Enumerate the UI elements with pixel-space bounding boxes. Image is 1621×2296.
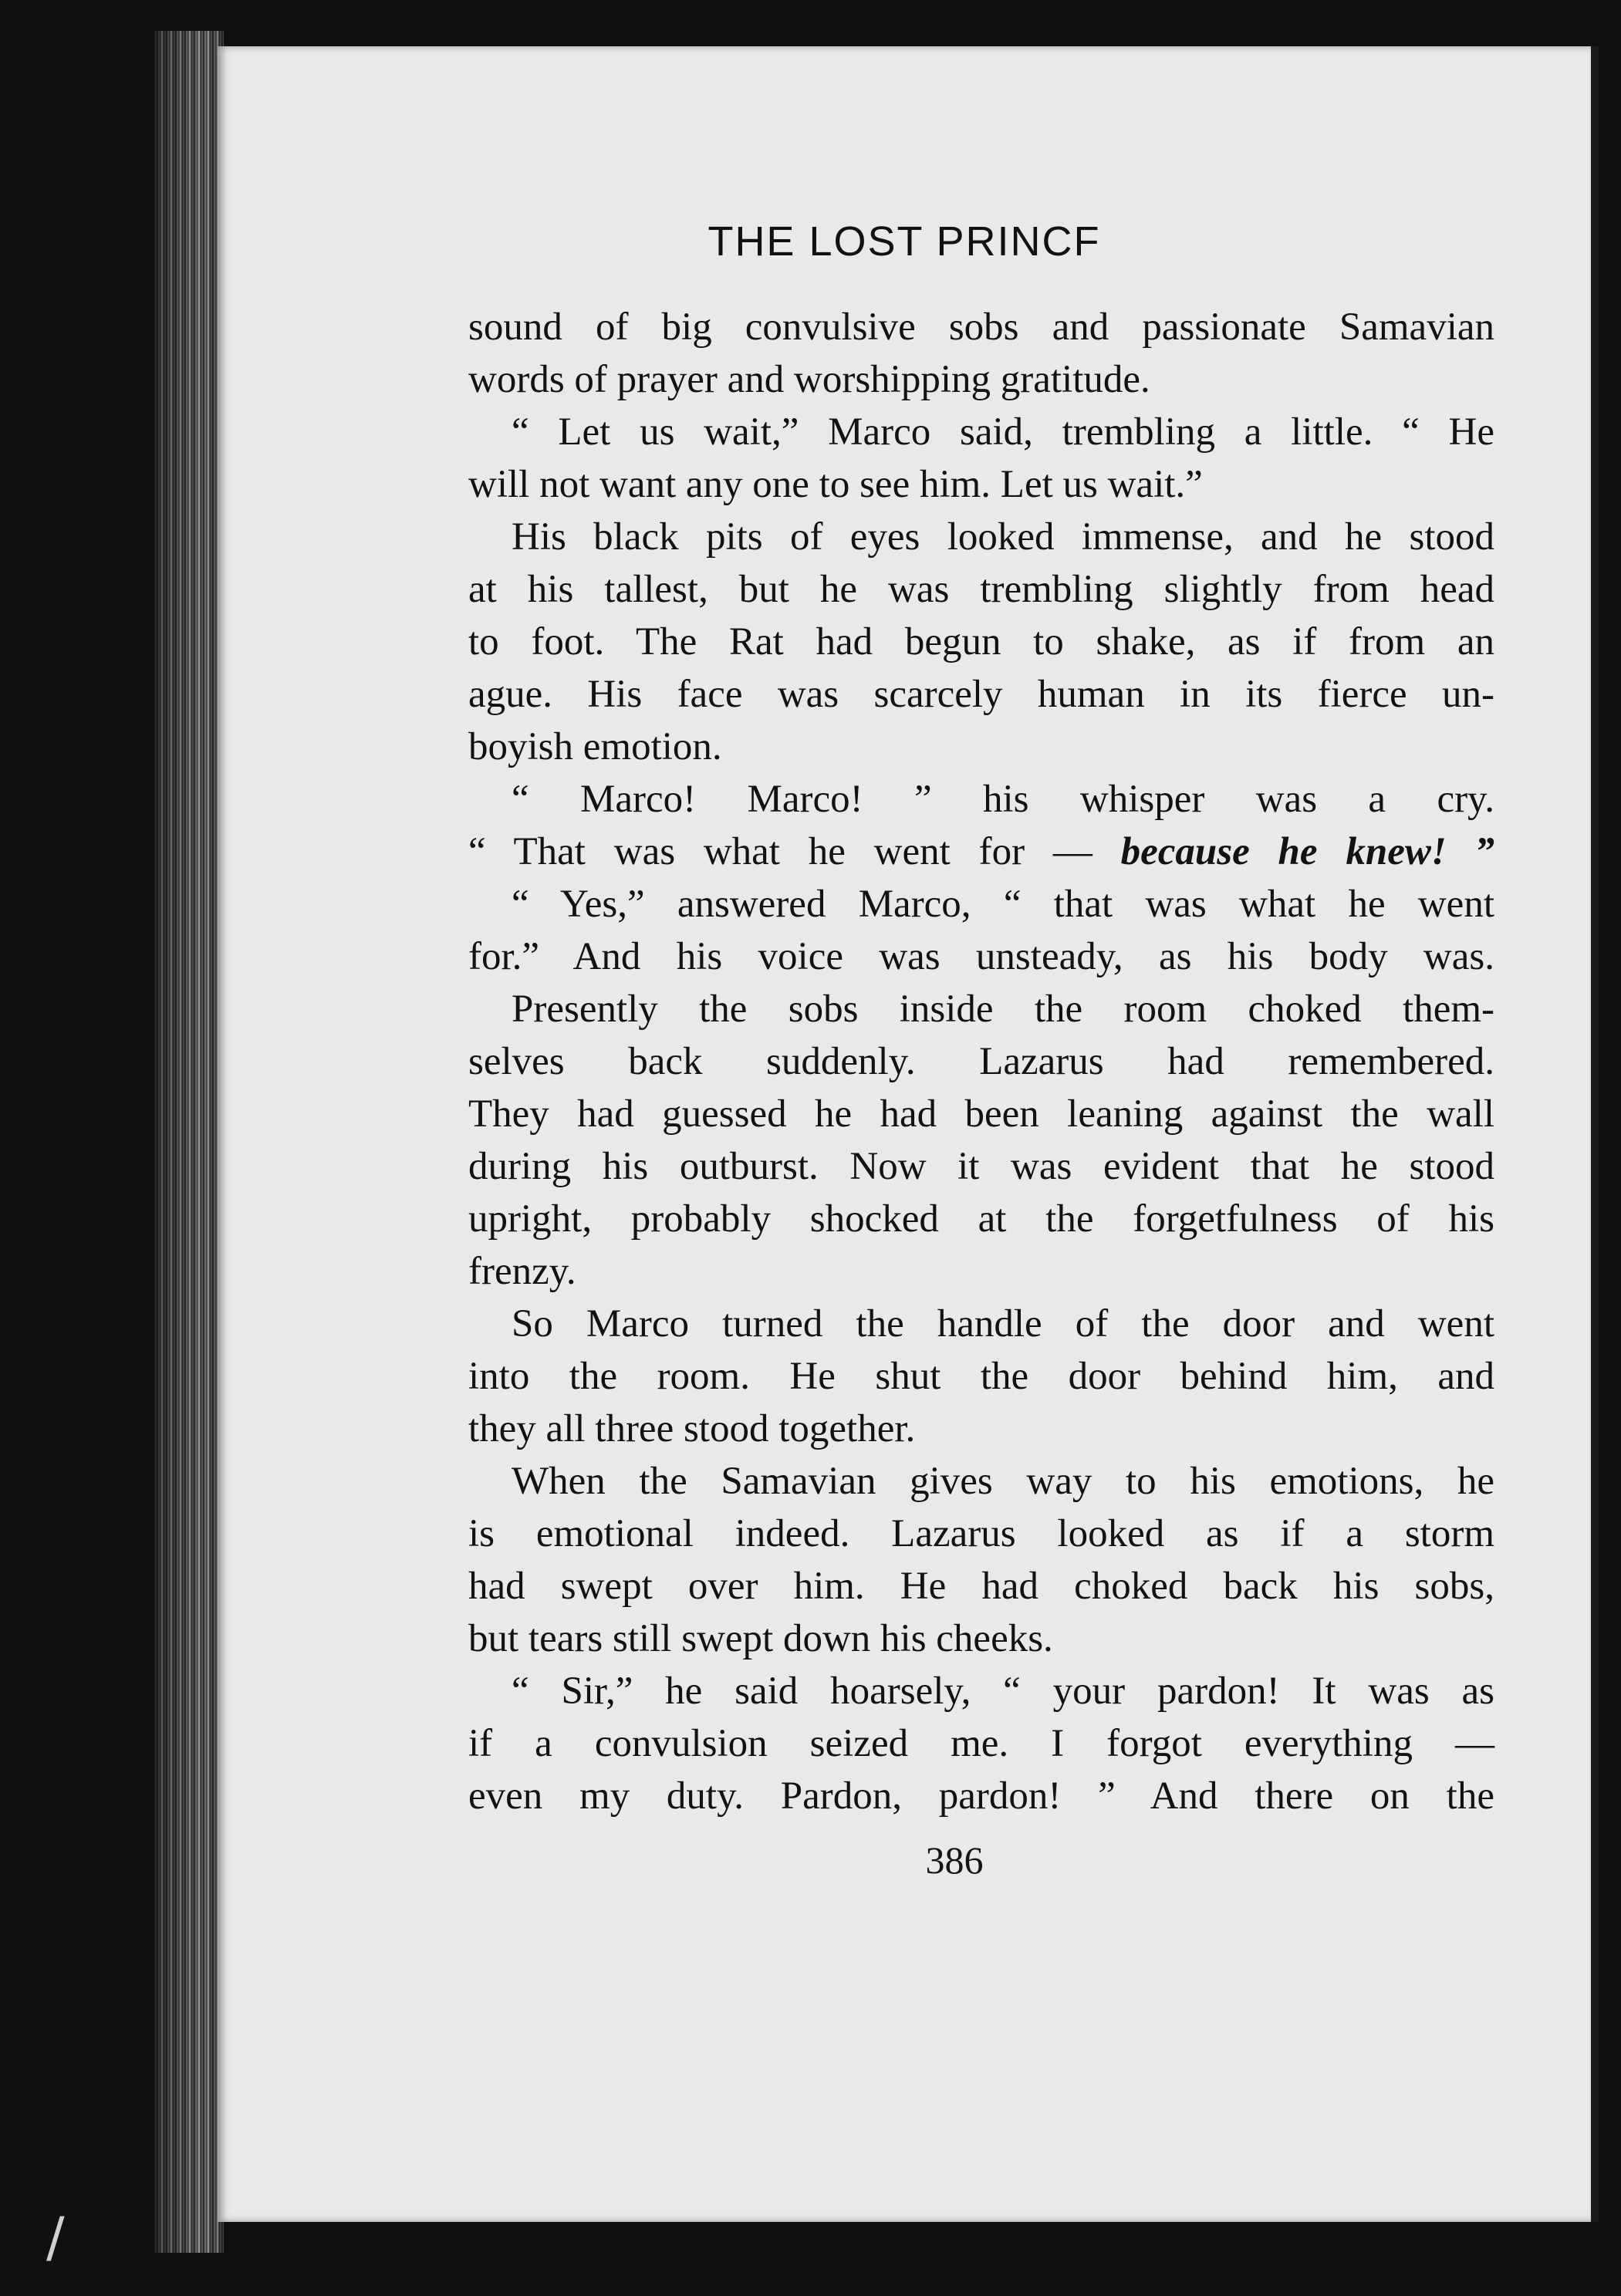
text-line: sound of big convulsive sobs and passionate Samavian: [468, 306, 1494, 349]
text-line: to foot. The Rat had begun to shake, as if from an: [468, 620, 1494, 663]
text-line: So Marco turned the handle of the door and went: [512, 1302, 1494, 1346]
text-line: frenzy.: [468, 1250, 576, 1293]
book-gutter-shadow: [154, 31, 224, 2253]
text-line: “ Let us wait,” Marco said, trembling a little. “ He: [512, 410, 1494, 454]
text-line: into the room. He shut the door behind him, and: [468, 1355, 1494, 1398]
text-line: His black pits of eyes looked immense, and he stood: [512, 515, 1494, 559]
text-line: words of prayer and worshipping gratitude.: [468, 358, 1150, 401]
text-line: upright, probably shocked at the forgetfulness of his: [468, 1197, 1494, 1241]
text-line: but tears still swept down his cheeks.: [468, 1617, 1053, 1660]
text-line: selves back suddenly. Lazarus had remembered.: [468, 1040, 1494, 1083]
text-line: if a convulsion seized me. I forgot everything —: [468, 1722, 1494, 1765]
text-line: ague. His face was scarcely human in its fierce un-: [468, 673, 1494, 716]
text-line: boyish emotion.: [468, 725, 722, 768]
text-line: during his outburst. Now it was evident that he stood: [468, 1145, 1494, 1188]
emphasis-text: because he knew! ”: [1120, 830, 1494, 873]
text-line: is emotional indeed. Lazarus looked as if a storm: [468, 1512, 1494, 1555]
text-line: for.” And his voice was unsteady, as his body was.: [468, 935, 1494, 978]
text-line: When the Samavian gives way to his emotions, he: [512, 1460, 1494, 1503]
page-right-border: [1591, 46, 1599, 2222]
body-text: [468, 301, 1494, 1822]
running-head: THE LOST PRINCF: [707, 218, 1101, 265]
text-line: “ That was what he went for — because he knew! ”: [468, 830, 1494, 873]
text-line: will not want any one to see him. Let us wait.”: [468, 463, 1203, 506]
text-line: even my duty. Pardon, pardon! ” And there on the: [468, 1774, 1494, 1818]
text-line: had swept over him. He had choked back his sobs,: [468, 1565, 1494, 1608]
text-line: at his tallest, but he was trembling slightly from head: [468, 568, 1494, 611]
text-line: They had guessed he had been leaning against the wall: [468, 1092, 1494, 1136]
text-line: “ Marco! Marco! ” his whisper was a cry.: [512, 778, 1494, 821]
margin-pencil-mark: /: [46, 2206, 65, 2269]
text-line: Presently the sobs inside the room choked them-: [512, 988, 1494, 1031]
text-line: “ Yes,” answered Marco, “ that was what he went: [512, 883, 1494, 926]
text-line: “ Sir,” he said hoarsely, “ your pardon! It was as: [512, 1670, 1494, 1713]
text-line: they all three stood together.: [468, 1407, 916, 1450]
page-number: 386: [925, 1838, 984, 1882]
